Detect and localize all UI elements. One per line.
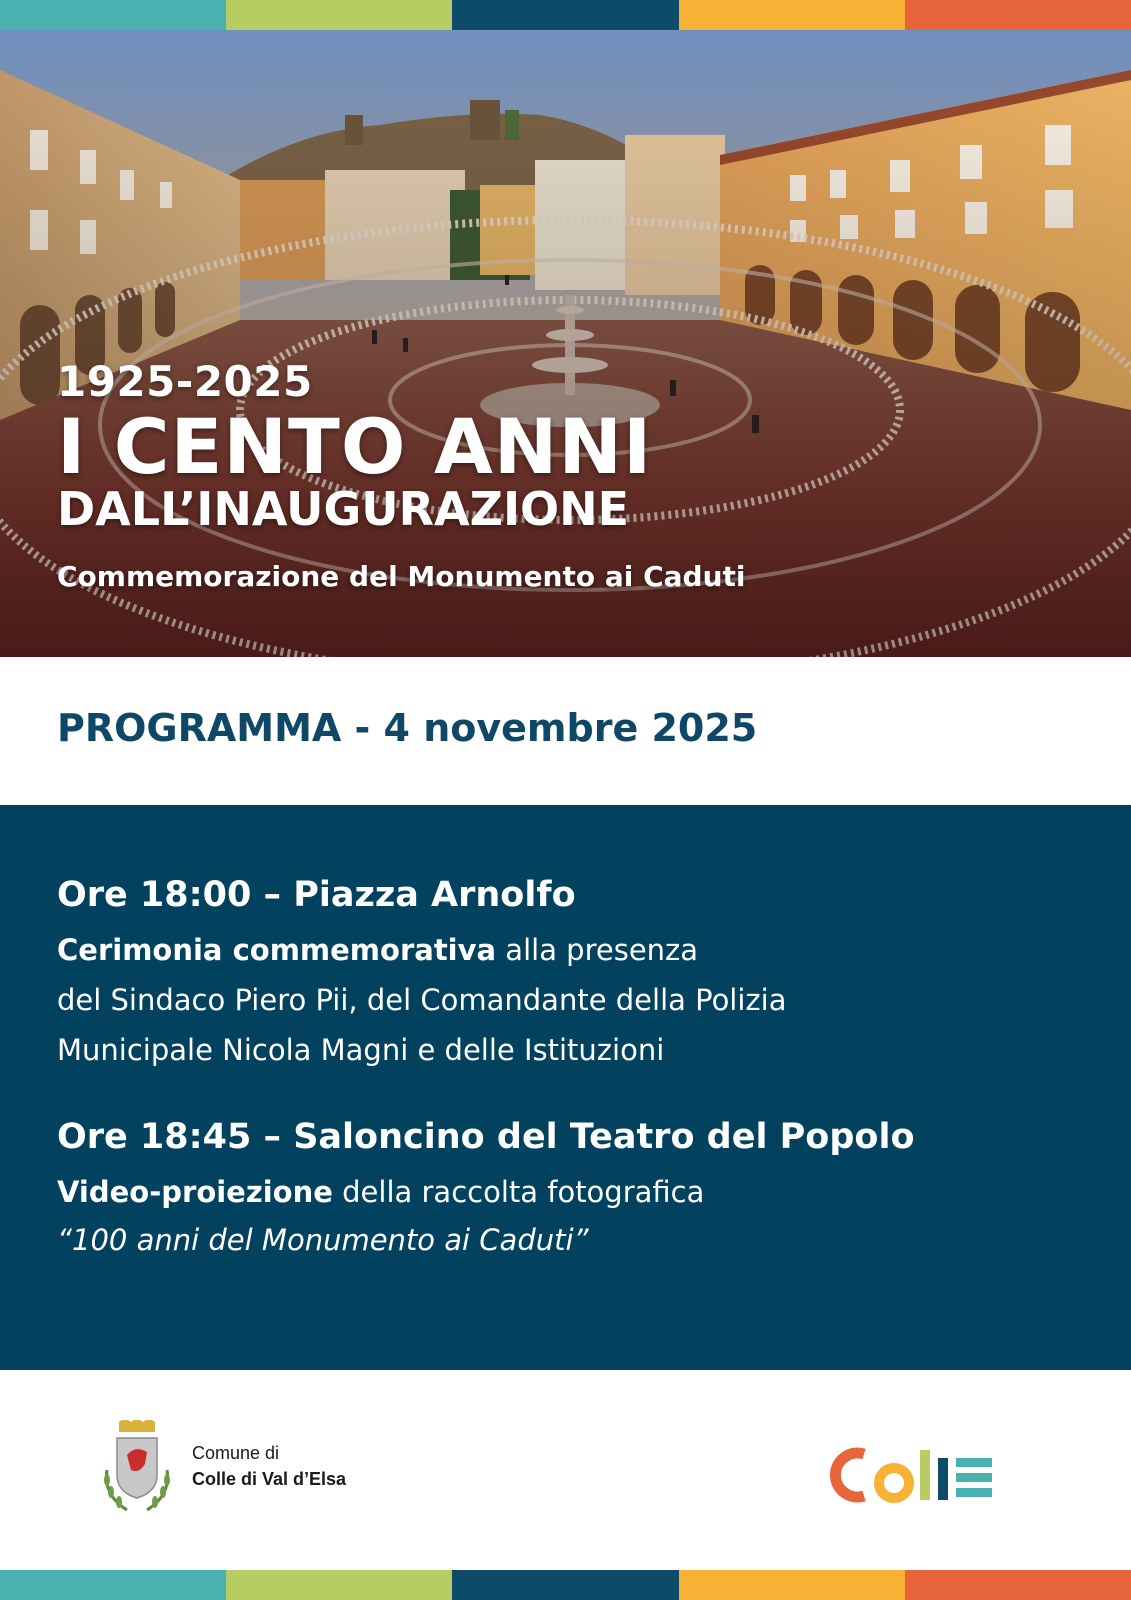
- comune-name: Colle di Val d’Elsa: [192, 1469, 347, 1489]
- event-2-description-line-2: “100 anni del Monumento ai Caduti”: [57, 1223, 589, 1257]
- stripe-yellow: [679, 1570, 905, 1600]
- event-1-desc-rest: alla presenza: [496, 933, 699, 967]
- hero-title: I CENTO ANNI: [57, 402, 653, 491]
- stripe-navy: [452, 0, 678, 30]
- stripe-yellow: [679, 0, 905, 30]
- stripe-teal: [0, 1570, 226, 1600]
- programma-heading: PROGRAMMA - 4 novembre 2025: [57, 706, 758, 750]
- comune-label: Comune di: [192, 1443, 280, 1463]
- event-1-description-line-2: del Sindaco Piero Pii, del Comandante della Polizia: [57, 983, 787, 1017]
- event-2-title: Ore 18:45 – Saloncino del Teatro del Popolo: [57, 1117, 915, 1157]
- event-1-description-line-3: Municipale Nicola Magni e delle Istituzioni: [57, 1033, 665, 1067]
- stripe-orange: [905, 0, 1131, 30]
- event-1-highlight: Cerimonia commemorativa: [57, 933, 497, 967]
- hero-years: 1925-2025: [57, 357, 313, 406]
- hero-photo: [0, 30, 1131, 657]
- event-1-title: Ore 18:00 – Piazza Arnolfo: [57, 875, 576, 915]
- event-2-description-line-1: [57, 1175, 704, 1209]
- top-color-stripe: [0, 0, 1131, 30]
- event-1-description-line-1: [57, 933, 698, 967]
- stripe-green: [226, 1570, 452, 1600]
- program-panel: [0, 805, 1131, 1370]
- stripe-navy: [452, 1570, 678, 1600]
- stripe-green: [226, 0, 452, 30]
- stripe-teal: [0, 0, 226, 30]
- stripe-orange: [905, 1570, 1131, 1600]
- hero-title-sub: DALL’INAUGURAZIONE: [57, 482, 630, 536]
- bottom-color-stripe: [0, 1570, 1131, 1600]
- event-2-desc-rest: della raccolta fotografica: [332, 1175, 705, 1209]
- hero-subtitle: Commemorazione del Monumento ai Caduti: [57, 560, 746, 593]
- event-2-highlight: Video-proiezione: [57, 1175, 333, 1209]
- comune-coat-of-arms: [97, 1420, 177, 1520]
- colle-brand-logo: [830, 1440, 1010, 1510]
